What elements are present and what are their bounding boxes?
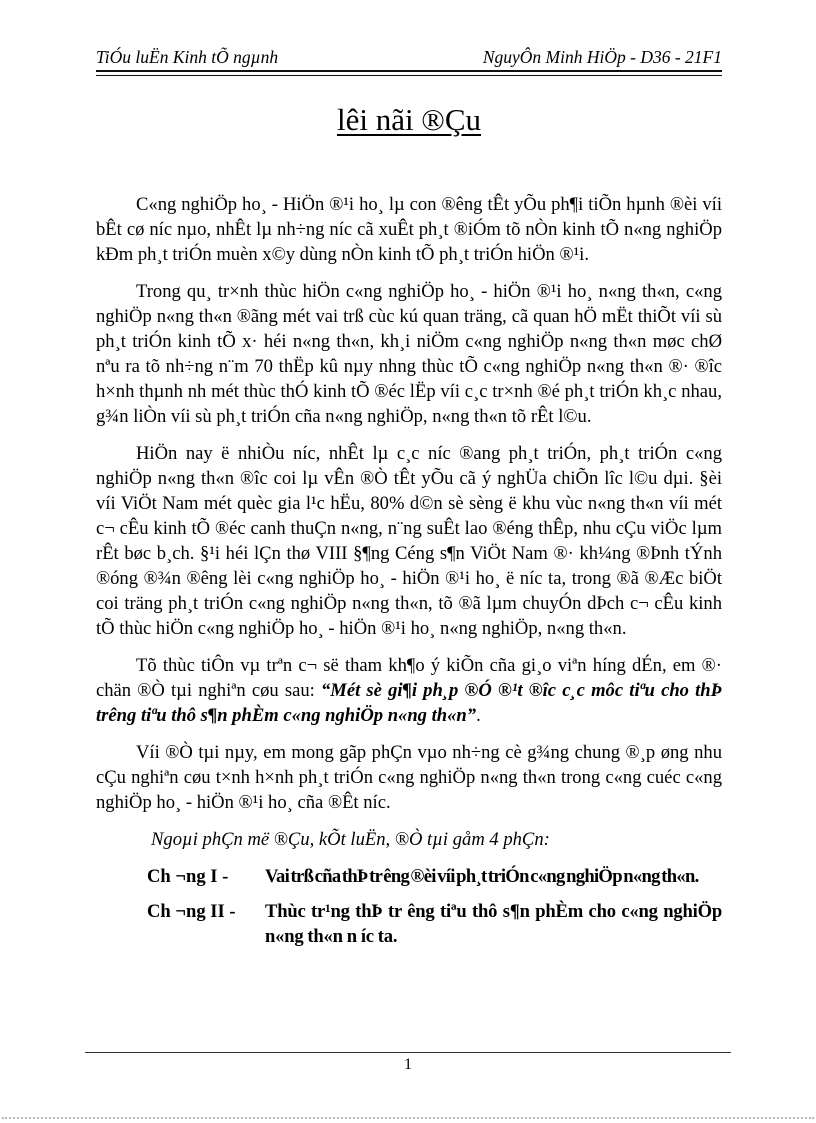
chapter-1-title: Vai trß cña thÞ tr êng ®èi víi ph¸t triÓn c«ng nghiÖp n«ng th«n. xyxy=(265,866,699,887)
header-right-text: NguyÔn Minh HiÖp - D36 - 21F1 xyxy=(482,47,722,67)
chapter-1-label: Ch ¬ng I - xyxy=(147,866,229,887)
page-number: 1 xyxy=(404,1056,412,1073)
body-text xyxy=(96,192,722,949)
chapter-2-title: Thùc tr¹ng thÞ tr êng tiªu thô s¶n phÈm cho c«ng nghiÖp n«ng th«n n íc ta. xyxy=(265,901,722,947)
paragraph-2: Trong qu¸ tr×nh thùc hiÖn c«ng nghiÖp ho¸ - hiÖn ®¹i ho¸ n«ng th«n, c«ng nghiÖp n«ng th«n ®ãng mét vai trß cùc kú quan träng, cã quan hÖ mËt thiÕt víi sù ph¸t triÓn kinh tÕ x· héi n«ng th«n, kh¸i niÖm c«ng nghiÖp n«ng th«n møc chØ nªu ra tõ nh÷ng n¨m 70 thËp kû nµy nhng thùc tÕ c«ng nghiÖp n«ng th«n ®· ®îc h×nh thµnh nh mét thùc thÓ kinh tÕ ®éc lËp víi c¸c tr×nh ®é ph¸t triÓn kh¸c nhau, g¾n liÒn víi sù ph¸t triÓn cña n«ng nghiÖp, n«ng th«n tõ rÊt l©u. xyxy=(96,281,722,427)
outline-intro-line: Ngoµi phÇn më ®Çu, kÕt luËn, ®Ò tµi gåm 4 phÇn: xyxy=(151,829,550,850)
paragraph-3: HiÖn nay ë nhiÒu níc, nhÊt lµ c¸c níc ®ang ph¸t triÓn, ph¸t triÓn c«ng nghiÖp n«ng th«n ®îc coi lµ vÊn ®Ò tÊt yÕu cã ý nghÜa chiÕn lîc l©u dµi. §èi víi ViÖt Nam mét quèc gia l¹c hËu, 80% d©n sè sèng ë khu vùc n«ng th«n víi mét c¬ cÊu kinh tÕ ®éc canh thuÇn n«ng, n¨ng suÊt lao ®éng thÊp, nhu cÇu viÖc lµm rÊt bøc b¸ch. §¹i héi lÇn thø VIII §¶ng Céng s¶n ViÖt Nam ®· kh¼ng ®Þnh tÝnh ®óng ®¾n ®êng lèi c«ng nghiÖp ho¸ - hiÖn ®¹i ho¸ ë níc ta, trong ®ã ®Æc biÖt coi träng ph¸t triÓn c«ng nghiÖp n«ng th«n, tõ ®ã lµm chuyÓn dÞch c¬ cÊu kinh tÕ thùc hiÖn c«ng nghiÖp ho¸ - hiÖn ®¹i ho¸ n«ng nghiÖp, n«ng th«n. xyxy=(96,443,722,639)
chapter-2-row xyxy=(147,899,722,949)
chapter-2-label: Ch ¬ng II - xyxy=(147,901,236,922)
page-bottom-edge xyxy=(2,1117,814,1119)
page-header xyxy=(96,46,722,68)
paragraph-1: C«ng nghiÖp ho¸ - HiÖn ®¹i ho¸ lµ con ®êng tÊt yÕu ph¶i tiÕn hµnh ®èi víi bÊt cø níc nµo, nhÊt lµ nh÷ng níc cã xuÊt ph¸t ®iÓm tõ nÒn kinh tÕ n«ng nghiÖp kÐm ph¸t triÓn muèn x©y dùng nÒn kinh tÕ ph¸t triÓn hiÖn ®¹i. xyxy=(96,194,722,265)
paragraph-4-lead: Tõ thùc tiÔn vµ trªn c¬ së tham kh¶o ý kiÕn cña gi¸o viªn híng dÉn, em ®· chän ®Ò tµi nghiªn cøu sau: xyxy=(96,655,722,701)
header-rule xyxy=(96,70,722,76)
page-content xyxy=(96,46,722,959)
header-left-text: TiÓu luËn Kinh tÕ ngµnh xyxy=(96,47,279,67)
page-footer xyxy=(85,1052,731,1074)
paragraph-4-period: . xyxy=(476,705,481,726)
paragraph-4 xyxy=(96,653,722,728)
chapter-1-row xyxy=(147,864,722,889)
paragraph-5: Víi ®Ò tµi nµy, em mong gãp phÇn vµo nh÷ng cè g¾ng chung ®¸p øng nhu cÇu nghiªn cøu t×nh h×nh ph¸t triÓn c«ng nghiÖp n«ng th«n trong c«ng cuéc c«ng nghiÖp ho¸ - hiÖn ®¹i ho¸ cña ®Êt níc. xyxy=(96,742,722,813)
thesis-title-quote: “Mét sè gi¶i ph¸p ®Ó ®¹t ®îc c¸c môc tiªu cho thÞ trêng tiªu thô s¶n phÈm c«ng nghiÖp n«ng th«n” xyxy=(96,680,722,726)
page-title: lêi nãi ®Çu xyxy=(336,102,482,137)
